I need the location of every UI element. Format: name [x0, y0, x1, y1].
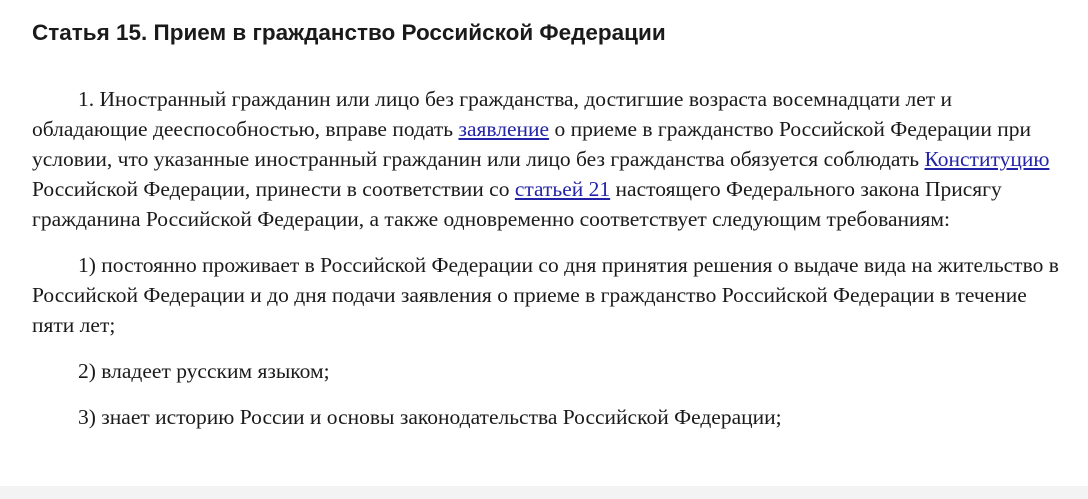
requirement-item-1: 1) постоянно проживает в Российской Федерации со дня принятия решения о выдаче вида на жительство в Российской Федерации и до дня подачи заявления о приеме в гражданство Российской Федерации в течение пяти лет;	[32, 253, 1059, 337]
paragraph-1-text-c: Российской Федерации, принести в соответствии со	[32, 177, 515, 201]
article-title: Статья 15. Прием в гражданство Российской Федерации	[32, 20, 666, 45]
requirement-item-3: 3) знает историю России и основы законодательства Российской Федерации;	[78, 405, 782, 429]
paragraph-1-text-d: настоящего Федерального закона Присягу гражданина Российской Федерации, а также одновременно соответствует следующим требованиям:	[32, 177, 1002, 231]
constitution-link[interactable]: Конституцию	[924, 147, 1050, 171]
paragraph-1	[32, 84, 1062, 234]
paragraph-1-text-b: о приеме в гражданство Российской Федерации при условии, что указанные иностранный гражданин или лицо без гражданства обязуется соблюдать	[32, 117, 1031, 171]
requirement-item-2: 2) владеет русским языком;	[78, 359, 330, 383]
article-21-link[interactable]: статьей 21	[514, 177, 611, 201]
paragraph-1-text-a: 1. Иностранный гражданин или лицо без гражданства, достигшие возраста восемнадцати лет и обладающие дееспособностью, вправе подать	[32, 87, 953, 141]
application-link[interactable]: заявление	[458, 117, 550, 141]
